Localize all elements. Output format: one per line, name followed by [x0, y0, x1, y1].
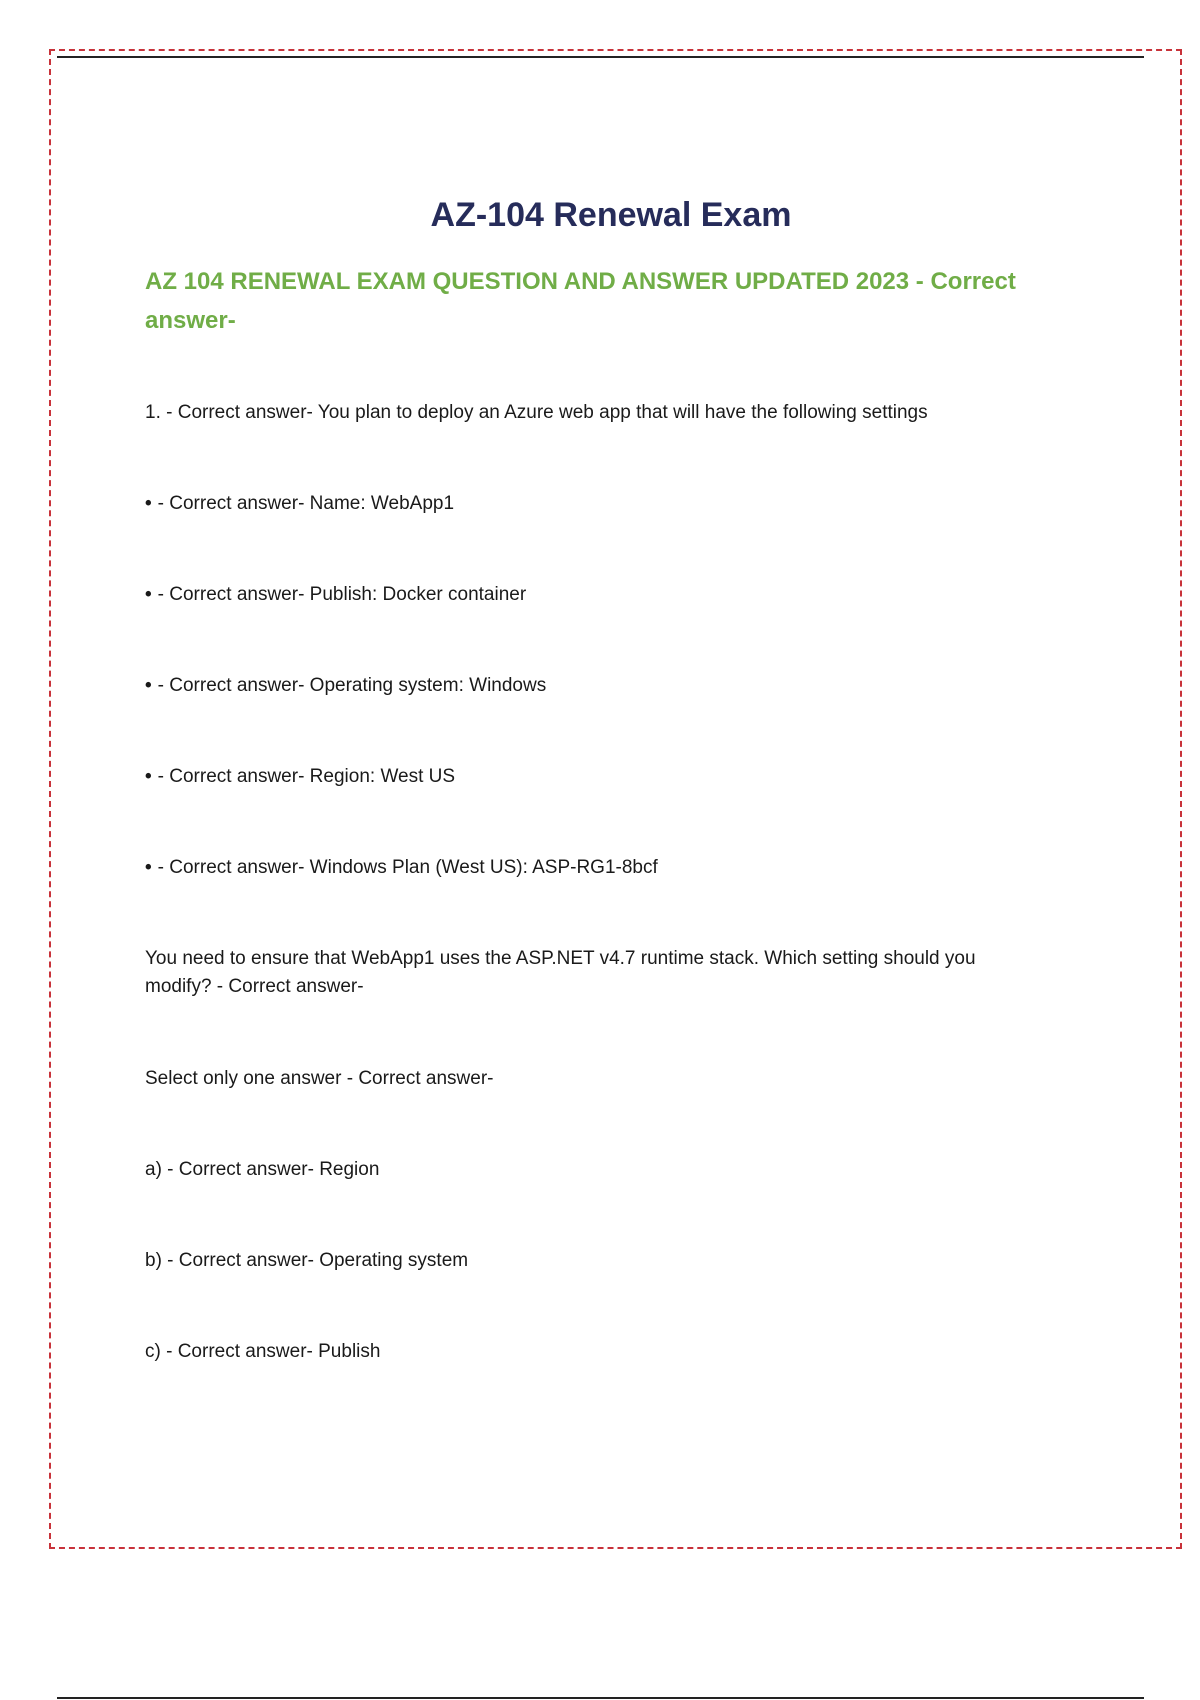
bullet-item-region: [145, 763, 1045, 791]
bullet-item-publish: [145, 581, 1045, 609]
bullet-dot: •: [145, 766, 152, 787]
option-a: a) - Correct answer- Region: [145, 1159, 380, 1180]
document-title: AZ-104 Renewal Exam: [430, 196, 792, 234]
top-rule: [57, 56, 1144, 58]
bullet-dot: •: [145, 493, 152, 514]
bullet-text: - Correct answer- Name: WebApp1: [157, 493, 455, 514]
question-intro: 1. - Correct answer- You plan to deploy an Azure web app that will have the following settings: [145, 402, 928, 423]
bullet-text: - Correct answer- Publish: Docker container: [157, 584, 527, 605]
bullet-item-os: [145, 672, 1045, 700]
bullet-dot: •: [145, 584, 152, 605]
question-text: You need to ensure that WebApp1 uses the ASP.NET v4.7 runtime stack. Which setting should you modify? - Correct answer-: [145, 948, 976, 997]
document-subtitle: AZ 104 RENEWAL EXAM QUESTION AND ANSWER UPDATED 2023 - Correct answer-: [145, 268, 1016, 334]
option-c: c) - Correct answer- Publish: [145, 1341, 381, 1362]
bullet-dot: •: [145, 675, 152, 696]
option-b: b) - Correct answer- Operating system: [145, 1250, 469, 1271]
bullet-dot: •: [145, 857, 152, 878]
bullet-text: - Correct answer- Operating system: Windows: [157, 675, 547, 696]
bullet-text: - Correct answer- Region: West US: [157, 766, 456, 787]
bottom-rule: [57, 1697, 1144, 1699]
bullet-text: - Correct answer- Windows Plan (West US): ASP-RG1-8bcf: [157, 857, 658, 878]
instruction-text: Select only one answer - Correct answer-: [145, 1068, 494, 1089]
bullet-item-name: [145, 490, 1045, 518]
bullet-item-plan: [145, 854, 1045, 882]
